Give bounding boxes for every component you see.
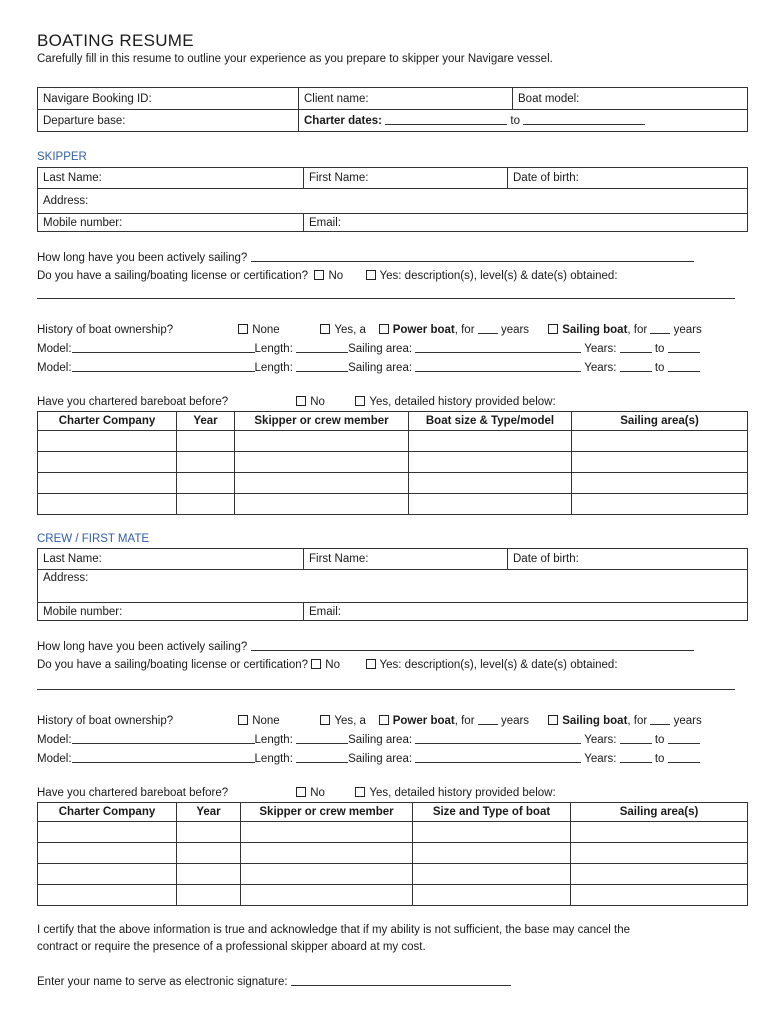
table-header: Sailing area(s) (572, 412, 748, 431)
page-subtitle: Carefully fill in this resume to outline your experience as you prepare to skipper your Navigare vessel. (37, 53, 553, 65)
crew-license-yes-checkbox[interactable] (366, 659, 376, 669)
skipper-first-name-field[interactable]: First Name: (304, 168, 508, 189)
table-header: Charter Company (38, 412, 177, 431)
skipper-mobile-field[interactable]: Mobile number: (38, 214, 304, 232)
skipper-last-name-field[interactable]: Last Name: (38, 168, 304, 189)
skipper-chartered-no-checkbox[interactable] (296, 396, 306, 406)
skipper-info-table (37, 167, 748, 232)
crew-license-question: Do you have a sailing/boating license or certification? No Yes: description(s), level(s) & date(s) obtained: (37, 659, 618, 671)
table-row[interactable] (38, 473, 748, 494)
departure-base-field[interactable]: Departure base: (38, 110, 299, 132)
crew-boat-row-2[interactable]: Model: Length: Sailing area: Years: to (37, 752, 700, 765)
crew-chartered-question: Have you chartered bareboat before? No Yes, detailed history provided below: (37, 787, 556, 799)
certify-line-2: contract or require the presence of a professional skipper aboard at my cost. (37, 941, 426, 953)
crew-heading: CREW / FIRST MATE (37, 533, 150, 545)
table-row[interactable] (38, 822, 748, 843)
table-header: Size and Type of boat (413, 803, 571, 822)
table-row[interactable] (38, 864, 748, 885)
crew-history-row: History of boat ownership? None Yes, a Power boat, for years Sailing boat, for years (37, 715, 702, 727)
skipper-chartered-question: Have you chartered bareboat before? No Yes, detailed history provided below: (37, 396, 556, 408)
skipper-heading: SKIPPER (37, 151, 87, 163)
crew-address-field[interactable]: Address: (38, 570, 748, 603)
crew-last-name-field[interactable]: Last Name: (38, 549, 304, 570)
charter-dates-field[interactable]: Charter dates: to (299, 110, 748, 132)
crew-charter-table (37, 802, 748, 906)
crew-history-yes-checkbox[interactable] (320, 715, 330, 725)
skipper-sailing-boat-checkbox[interactable] (548, 324, 558, 334)
booking-id-field[interactable]: Navigare Booking ID: (38, 88, 299, 110)
crew-history-none-checkbox[interactable] (238, 715, 248, 725)
table-header: Year (177, 412, 235, 431)
table-header: Skipper or crew member (241, 803, 413, 822)
skipper-boat-row-1[interactable]: Model: Length: Sailing area: Years: to (37, 342, 700, 355)
crew-sailing-boat-checkbox[interactable] (548, 715, 558, 725)
skipper-chartered-yes-checkbox[interactable] (355, 396, 365, 406)
skipper-boat-row-2[interactable]: Model: Length: Sailing area: Years: to (37, 361, 700, 374)
boat-model-field[interactable]: Boat model: (513, 88, 748, 110)
crew-email-field[interactable]: Email: (304, 603, 748, 621)
skipper-history-none-checkbox[interactable] (238, 324, 248, 334)
signature-row: Enter your name to serve as electronic signature: (37, 975, 511, 988)
page-title: BOATING RESUME (37, 31, 194, 50)
crew-sailing-answer[interactable] (251, 640, 694, 651)
skipper-history-row: History of boat ownership? None Yes, a Power boat, for years Sailing boat, for years (37, 324, 702, 336)
table-header: Year (177, 803, 241, 822)
crew-license-answer-line[interactable] (37, 689, 735, 690)
crew-mobile-field[interactable]: Mobile number: (38, 603, 304, 621)
skipper-history-yes-checkbox[interactable] (320, 324, 330, 334)
booking-table (37, 87, 748, 132)
crew-dob-field[interactable]: Date of birth: (508, 549, 748, 570)
crew-power-boat-checkbox[interactable] (379, 715, 389, 725)
skipper-address-field[interactable]: Address: (38, 189, 748, 214)
table-header: Charter Company (38, 803, 177, 822)
crew-license-no-checkbox[interactable] (311, 659, 321, 669)
skipper-license-question: Do you have a sailing/boating license or certification? No Yes: description(s), level(s) & date(s) obtained: (37, 270, 618, 282)
skipper-license-yes-checkbox[interactable] (366, 270, 376, 280)
skipper-sailing-answer[interactable] (251, 251, 694, 262)
skipper-charter-table (37, 411, 748, 515)
table-header: Sailing area(s) (571, 803, 748, 822)
crew-first-name-field[interactable]: First Name: (304, 549, 508, 570)
table-header: Skipper or crew member (235, 412, 409, 431)
crew-boat-row-1[interactable]: Model: Length: Sailing area: Years: to (37, 733, 700, 746)
crew-sailing-question: How long have you been actively sailing? (37, 640, 694, 653)
skipper-email-field[interactable]: Email: (304, 214, 748, 232)
table-row[interactable] (38, 885, 748, 906)
certify-line-1: I certify that the above information is true and acknowledge that if my ability is not sufficient, the base may cancel the (37, 924, 630, 936)
crew-info-table (37, 548, 748, 621)
table-row[interactable] (38, 494, 748, 515)
skipper-dob-field[interactable]: Date of birth: (508, 168, 748, 189)
table-row[interactable] (38, 843, 748, 864)
signature-input[interactable] (291, 975, 511, 986)
crew-chartered-no-checkbox[interactable] (296, 787, 306, 797)
table-header: Boat size & Type/model (409, 412, 572, 431)
client-name-field[interactable]: Client name: (299, 88, 513, 110)
skipper-license-no-checkbox[interactable] (314, 270, 324, 280)
crew-chartered-yes-checkbox[interactable] (355, 787, 365, 797)
skipper-sailing-question: How long have you been actively sailing? (37, 251, 694, 264)
table-row[interactable] (38, 452, 748, 473)
skipper-license-answer-line[interactable] (37, 298, 735, 299)
table-row[interactable] (38, 431, 748, 452)
skipper-power-boat-checkbox[interactable] (379, 324, 389, 334)
